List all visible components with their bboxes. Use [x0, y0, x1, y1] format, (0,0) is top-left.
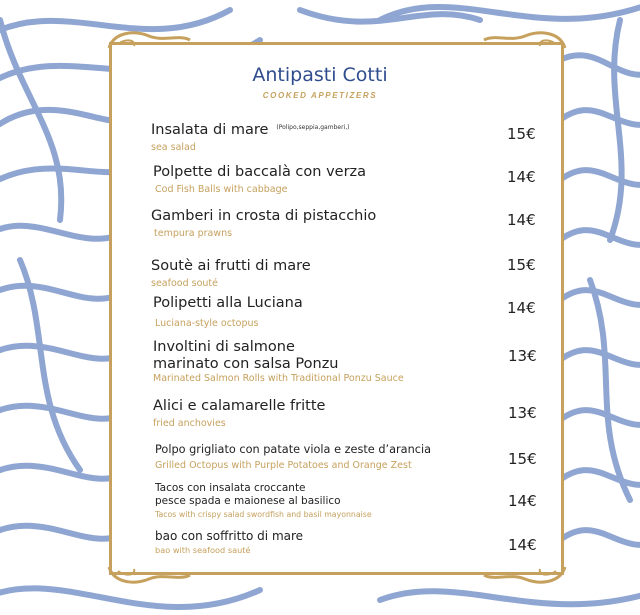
item-price: 15€ — [508, 450, 537, 468]
ornament-bottom-left — [104, 563, 194, 589]
item-description: bao with seafood sauté — [155, 544, 251, 555]
menu-item — [155, 530, 303, 555]
item-description: Tacos with crispy salad swordfish and basil mayonnaise — [155, 510, 372, 520]
item-name-line1: Tacos con insalata croccante — [155, 482, 306, 494]
item-name-line2: marinato con salsa Ponzu — [153, 355, 339, 372]
item-name: Insalata di mare — [151, 122, 269, 138]
menu-subtitle: COOKED APPETIZERS — [262, 91, 378, 100]
item-description: seafood souté — [151, 277, 218, 289]
menu-item — [151, 122, 349, 153]
menu-title: Antipasti Cotti — [252, 64, 388, 86]
menu-item — [151, 208, 376, 239]
item-price: 14€ — [508, 536, 537, 554]
item-price: 15€ — [507, 125, 536, 143]
item-description: fried anchovies — [153, 417, 226, 429]
item-price: 14€ — [507, 211, 536, 229]
menu-item — [153, 295, 303, 329]
item-price: 14€ — [507, 299, 536, 317]
item-price: 14€ — [508, 492, 537, 510]
ornament-bottom-right — [480, 563, 570, 589]
menu-item — [153, 339, 404, 384]
item-name-line1: Involtini di salmone — [153, 339, 295, 355]
item-name: Polipetti alla Luciana — [153, 295, 303, 311]
menu-item — [153, 398, 325, 429]
item-description: Cod Fish Balls with cabbage — [155, 183, 288, 195]
item-description: sea salad — [151, 141, 196, 153]
item-price: 15€ — [507, 256, 536, 274]
item-description: Marinated Salmon Rolls with Traditional Ponzu Sauce — [153, 373, 404, 385]
item-name: Soutè ai frutti di mare — [151, 258, 311, 274]
item-name: Gamberi in crosta di pistacchio — [151, 208, 377, 224]
item-name: Polpette di baccalà con verza — [153, 164, 367, 180]
menu-item — [153, 164, 366, 195]
item-description: Luciana-style octopus — [155, 317, 259, 329]
menu-item — [155, 443, 431, 471]
menu-item — [151, 258, 311, 289]
item-description: tempura prawns — [154, 227, 233, 239]
item-price: 14€ — [507, 168, 536, 186]
menu-item — [155, 482, 372, 519]
ornament-top-left — [104, 26, 194, 52]
item-price: 13€ — [508, 347, 537, 365]
item-price: 13€ — [508, 404, 537, 422]
item-name: Polpo grigliato con patate viola e zeste d’arancia — [155, 443, 432, 456]
item-name: Alici e calamarelle fritte — [153, 398, 326, 414]
item-description: Grilled Octopus with Purple Potatoes and Orange Zest — [155, 459, 412, 471]
item-name: bao con soffritto di mare — [155, 529, 304, 543]
item-note: (Polipo,seppia,gamberi,) — [276, 124, 350, 131]
item-name-line2: pesce spada e maionese al basilico — [155, 494, 341, 507]
ornament-top-right — [480, 26, 570, 52]
